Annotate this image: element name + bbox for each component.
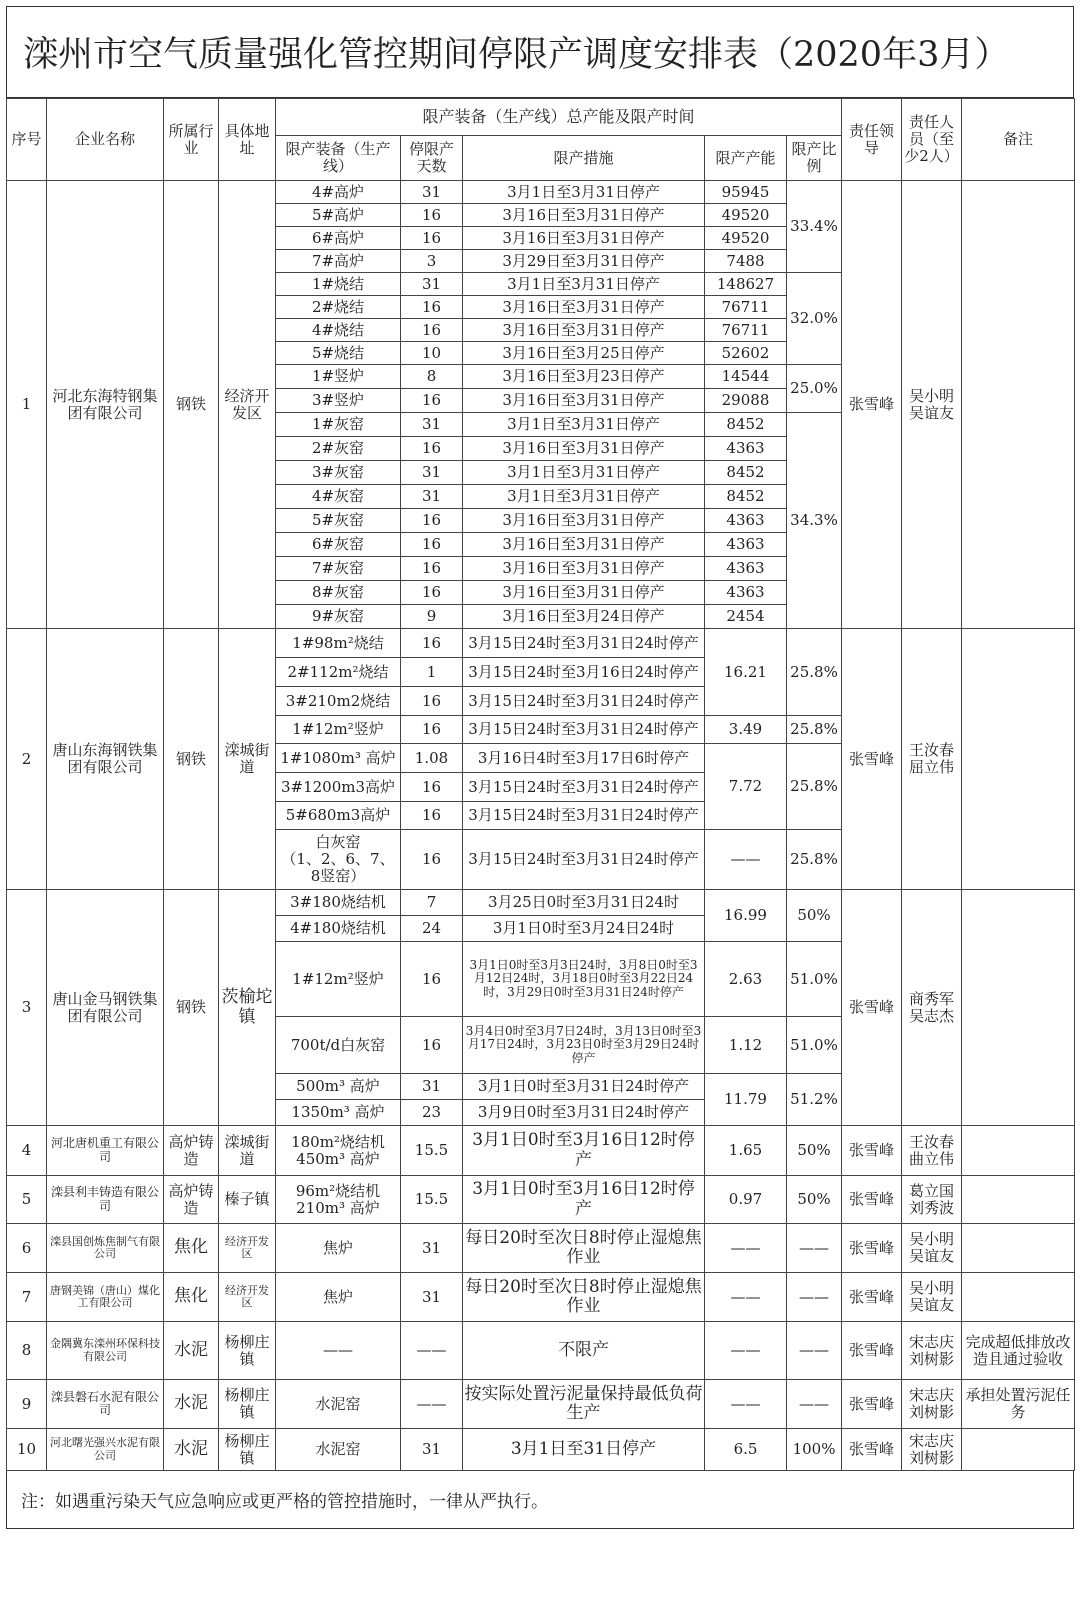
table-row xyxy=(7,1224,1075,1273)
equipment-cell: 1#烧结 xyxy=(276,273,401,296)
persons-cell: 吴小明 吴谊友 xyxy=(902,1224,962,1273)
ratio-cell: 100% xyxy=(787,1429,842,1471)
company-name-cell: 唐山东海钢铁集团有限公司 xyxy=(47,629,164,890)
header-leader: 责任领导 xyxy=(842,99,902,181)
days-cell: 8 xyxy=(401,365,463,389)
seq-cell: 8 xyxy=(7,1322,47,1380)
capacity-cell: 2.63 xyxy=(705,942,787,1017)
address-cell: 经济开发区 xyxy=(219,181,276,629)
capacity-cell: 11.79 xyxy=(705,1074,787,1126)
capacity-cell: 4363 xyxy=(705,533,787,557)
days-cell: 31 xyxy=(401,485,463,509)
table-row xyxy=(7,1126,1075,1176)
remarks-cell xyxy=(962,181,1075,629)
address-cell: 经济开发区 xyxy=(219,1273,276,1322)
equipment-cell: 3#竖炉 xyxy=(276,389,401,413)
header-persons: 责任人员（至少2人） xyxy=(902,99,962,181)
measure-cell: 3月25日0时至3月31日24时 xyxy=(463,890,705,916)
measure-cell: 3月16日至3月31日停产 xyxy=(463,389,705,413)
table-row xyxy=(7,1380,1075,1429)
measure-cell: 3月16日至3月31日停产 xyxy=(463,227,705,250)
leader-cell: 张雪峰 xyxy=(842,1429,902,1471)
leader-cell: 张雪峰 xyxy=(842,181,902,629)
ratio-cell: 51.0% xyxy=(787,942,842,1017)
measure-cell: 3月15日24时至3月31日24时停产 xyxy=(463,629,705,658)
header-ratio: 限产比例 xyxy=(787,136,842,181)
measure-cell: 3月16日至3月23日停产 xyxy=(463,365,705,389)
measure-cell: 不限产 xyxy=(463,1322,705,1380)
days-cell: 9 xyxy=(401,605,463,629)
ratio-cell: 25.8% xyxy=(787,744,842,830)
company-name-cell: 金隅冀东滦州环保科技有限公司 xyxy=(47,1322,164,1380)
measure-cell: 3月1日0时至3月3日24时，3月8日0时至3月12日24时，3月18日0时至3月22日24时，3月29日0时至3月31日24时停产 xyxy=(463,942,705,1017)
company-name-cell: 滦县国创炼焦制气有限公司 xyxy=(47,1224,164,1273)
company-name-cell: 滦县利丰铸造有限公司 xyxy=(47,1176,164,1224)
table-row xyxy=(7,890,1075,916)
days-cell: 31 xyxy=(401,1224,463,1273)
capacity-cell: 0.97 xyxy=(705,1176,787,1224)
measure-cell: 3月1日至3月31日停产 xyxy=(463,413,705,437)
header-measure: 限产措施 xyxy=(463,136,705,181)
schedule-table xyxy=(6,98,1075,1471)
table-body xyxy=(7,181,1075,1471)
industry-cell: 钢铁 xyxy=(164,890,219,1126)
industry-cell: 焦化 xyxy=(164,1273,219,1322)
days-cell: 16 xyxy=(401,802,463,830)
equipment-cell: 180m²烧结机 450m³ 高炉 xyxy=(276,1126,401,1176)
equipment-cell: 5#高炉 xyxy=(276,204,401,227)
seq-cell: 4 xyxy=(7,1126,47,1176)
days-cell: 7 xyxy=(401,890,463,916)
remarks-cell xyxy=(962,1224,1075,1273)
capacity-cell: 16.99 xyxy=(705,890,787,942)
address-cell: 滦城街道 xyxy=(219,629,276,890)
measure-cell: 3月1日至3月31日停产 xyxy=(463,181,705,204)
equipment-cell: 1#竖炉 xyxy=(276,365,401,389)
ratio-cell: 34.3% xyxy=(787,413,842,629)
equipment-cell: 6#高炉 xyxy=(276,227,401,250)
capacity-cell: 76711 xyxy=(705,319,787,342)
persons-cell: 葛立国 刘秀波 xyxy=(902,1176,962,1224)
days-cell: 16 xyxy=(401,1017,463,1074)
days-cell: 10 xyxy=(401,342,463,365)
capacity-cell: 6.5 xyxy=(705,1429,787,1471)
footnote: 注：如遇重污染天气应急响应或更严格的管控措施时，一律从严执行。 xyxy=(6,1471,1074,1529)
remarks-cell xyxy=(962,1176,1075,1224)
company-name-cell: 河北唐机重工有限公司 xyxy=(47,1126,164,1176)
capacity-cell: 8452 xyxy=(705,461,787,485)
persons-cell: 宋志庆 刘树影 xyxy=(902,1429,962,1471)
leader-cell: 张雪峰 xyxy=(842,1273,902,1322)
industry-cell: 水泥 xyxy=(164,1429,219,1471)
header-remarks: 备注 xyxy=(962,99,1075,181)
equipment-cell: 1#1080m³ 高炉 xyxy=(276,744,401,773)
measure-cell: 3月29日至3月31日停产 xyxy=(463,250,705,273)
days-cell: 16 xyxy=(401,773,463,802)
capacity-cell: 3.49 xyxy=(705,716,787,744)
measure-cell: 3月1日至3月31日停产 xyxy=(463,461,705,485)
measure-cell: 3月16日4时至3月17日6时停产 xyxy=(463,744,705,773)
capacity-cell: 16.21 xyxy=(705,629,787,716)
equipment-cell: 水泥窑 xyxy=(276,1429,401,1471)
measure-cell: 3月1日0时至3月24日24时 xyxy=(463,916,705,942)
table-row xyxy=(7,181,1075,204)
table-row xyxy=(7,1176,1075,1224)
address-cell: 滦城街道 xyxy=(219,1126,276,1176)
capacity-cell: 76711 xyxy=(705,296,787,319)
equipment-cell: 1#灰窑 xyxy=(276,413,401,437)
equipment-cell: 白灰窑 （1、2、6、7、8竖窑） xyxy=(276,830,401,890)
days-cell: 16 xyxy=(401,830,463,890)
seq-cell: 3 xyxy=(7,890,47,1126)
header-days: 停限产天数 xyxy=(401,136,463,181)
equipment-cell: 1#12m²竖炉 xyxy=(276,942,401,1017)
industry-cell: 焦化 xyxy=(164,1224,219,1273)
capacity-cell: 4363 xyxy=(705,437,787,461)
leader-cell: 张雪峰 xyxy=(842,629,902,890)
ratio-cell: 51.0% xyxy=(787,1017,842,1074)
remarks-cell xyxy=(962,1273,1075,1322)
table-row xyxy=(7,629,1075,658)
ratio-cell: —— xyxy=(787,1273,842,1322)
address-cell: 杨柳庄镇 xyxy=(219,1429,276,1471)
days-cell: 16 xyxy=(401,204,463,227)
days-cell: —— xyxy=(401,1380,463,1429)
header-company: 企业名称 xyxy=(47,99,164,181)
industry-cell: 钢铁 xyxy=(164,629,219,890)
company-name-cell: 唐山金马钢铁集团有限公司 xyxy=(47,890,164,1126)
days-cell: 16 xyxy=(401,687,463,716)
days-cell: 1.08 xyxy=(401,744,463,773)
capacity-cell: 49520 xyxy=(705,227,787,250)
leader-cell: 张雪峰 xyxy=(842,1224,902,1273)
ratio-cell: 50% xyxy=(787,1176,842,1224)
days-cell: 24 xyxy=(401,916,463,942)
header-industry: 所属行业 xyxy=(164,99,219,181)
equipment-cell: 4#烧结 xyxy=(276,319,401,342)
remarks-cell xyxy=(962,629,1075,890)
measure-cell: 3月15日24时至3月16日24时停产 xyxy=(463,658,705,687)
persons-cell: 王汝春 曲立伟 xyxy=(902,1126,962,1176)
measure-cell: 3月16日至3月24日停产 xyxy=(463,605,705,629)
days-cell: 16 xyxy=(401,437,463,461)
measure-cell: 3月16日至3月31日停产 xyxy=(463,437,705,461)
measure-cell: 3月16日至3月31日停产 xyxy=(463,509,705,533)
capacity-cell: 148627 xyxy=(705,273,787,296)
persons-cell: 王汝春 屈立伟 xyxy=(902,629,962,890)
capacity-cell: 7488 xyxy=(705,250,787,273)
days-cell: 31 xyxy=(401,1429,463,1471)
capacity-cell: 14544 xyxy=(705,365,787,389)
capacity-cell: —— xyxy=(705,1380,787,1429)
industry-cell: 高炉铸造 xyxy=(164,1176,219,1224)
persons-cell: 吴小明 吴谊友 xyxy=(902,1273,962,1322)
capacity-cell: 2454 xyxy=(705,605,787,629)
equipment-cell: 焦炉 xyxy=(276,1224,401,1273)
seq-cell: 2 xyxy=(7,629,47,890)
days-cell: —— xyxy=(401,1322,463,1380)
measure-cell: 每日20时至次日8时停止湿熄焦作业 xyxy=(463,1224,705,1273)
days-cell: 31 xyxy=(401,273,463,296)
leader-cell: 张雪峰 xyxy=(842,1176,902,1224)
capacity-cell: —— xyxy=(705,830,787,890)
days-cell: 16 xyxy=(401,227,463,250)
equipment-cell: —— xyxy=(276,1322,401,1380)
industry-cell: 高炉铸造 xyxy=(164,1126,219,1176)
seq-cell: 9 xyxy=(7,1380,47,1429)
equipment-cell: 500m³ 高炉 xyxy=(276,1074,401,1100)
measure-cell: 3月4日0时至3月7日24时，3月13日0时至3月17日24时，3月23日0时至3月29日24时停产 xyxy=(463,1017,705,1074)
days-cell: 16 xyxy=(401,296,463,319)
remarks-cell: 完成超低排放改造且通过验收 xyxy=(962,1322,1075,1380)
table-row xyxy=(7,1273,1075,1322)
measure-cell: 3月16日至3月31日停产 xyxy=(463,533,705,557)
persons-cell: 商秀军 吴志杰 xyxy=(902,890,962,1126)
remarks-cell xyxy=(962,1429,1075,1471)
leader-cell: 张雪峰 xyxy=(842,1126,902,1176)
days-cell: 16 xyxy=(401,581,463,605)
capacity-cell: 4363 xyxy=(705,509,787,533)
measure-cell: 3月16日至3月31日停产 xyxy=(463,557,705,581)
measure-cell: 3月1日至3月31日停产 xyxy=(463,273,705,296)
measure-cell: 按实际处置污泥量保持最低负荷生产 xyxy=(463,1380,705,1429)
days-cell: 15.5 xyxy=(401,1126,463,1176)
seq-cell: 6 xyxy=(7,1224,47,1273)
equipment-cell: 2#灰窑 xyxy=(276,437,401,461)
equipment-cell: 3#1200m3高炉 xyxy=(276,773,401,802)
table-row xyxy=(7,1322,1075,1380)
measure-cell: 3月1日至31日停产 xyxy=(463,1429,705,1471)
measure-cell: 3月15日24时至3月31日24时停产 xyxy=(463,802,705,830)
ratio-cell: 32.0% xyxy=(787,273,842,365)
remarks-cell xyxy=(962,1126,1075,1176)
equipment-cell: 4#180烧结机 xyxy=(276,916,401,942)
ratio-cell: —— xyxy=(787,1322,842,1380)
measure-cell: 3月1日至3月31日停产 xyxy=(463,485,705,509)
ratio-cell: —— xyxy=(787,1224,842,1273)
capacity-cell: —— xyxy=(705,1273,787,1322)
capacity-cell: —— xyxy=(705,1224,787,1273)
measure-cell: 3月16日至3月31日停产 xyxy=(463,204,705,227)
days-cell: 16 xyxy=(401,509,463,533)
measure-cell: 每日20时至次日8时停止湿熄焦作业 xyxy=(463,1273,705,1322)
equipment-cell: 5#680m3高炉 xyxy=(276,802,401,830)
company-name-cell: 河北曙光强兴水泥有限公司 xyxy=(47,1429,164,1471)
address-cell: 茨榆坨镇 xyxy=(219,890,276,1126)
ratio-cell: 50% xyxy=(787,890,842,942)
measure-cell: 3月1日0时至3月31日24时停产 xyxy=(463,1074,705,1100)
ratio-cell: 25.8% xyxy=(787,629,842,716)
measure-cell: 3月1日0时至3月16日12时停产 xyxy=(463,1126,705,1176)
persons-cell: 宋志庆 刘树影 xyxy=(902,1322,962,1380)
days-cell: 23 xyxy=(401,1100,463,1126)
capacity-cell: 29088 xyxy=(705,389,787,413)
table-row xyxy=(7,1429,1075,1471)
equipment-cell: 1#12m²竖炉 xyxy=(276,716,401,744)
days-cell: 31 xyxy=(401,181,463,204)
days-cell: 16 xyxy=(401,942,463,1017)
days-cell: 15.5 xyxy=(401,1176,463,1224)
header-address: 具体地址 xyxy=(219,99,276,181)
equipment-cell: 9#灰窑 xyxy=(276,605,401,629)
header-equipment: 限产装备（生产线） xyxy=(276,136,401,181)
days-cell: 16 xyxy=(401,389,463,413)
measure-cell: 3月15日24时至3月31日24时停产 xyxy=(463,716,705,744)
seq-cell: 10 xyxy=(7,1429,47,1471)
measure-cell: 3月16日至3月31日停产 xyxy=(463,319,705,342)
capacity-cell: 8452 xyxy=(705,485,787,509)
remarks-cell xyxy=(962,890,1075,1126)
equipment-cell: 5#灰窑 xyxy=(276,509,401,533)
equipment-cell: 4#高炉 xyxy=(276,181,401,204)
header-seq: 序号 xyxy=(7,99,47,181)
capacity-cell: 49520 xyxy=(705,204,787,227)
days-cell: 3 xyxy=(401,250,463,273)
equipment-cell: 7#高炉 xyxy=(276,250,401,273)
capacity-cell: 8452 xyxy=(705,413,787,437)
capacity-cell: 95945 xyxy=(705,181,787,204)
measure-cell: 3月16日至3月31日停产 xyxy=(463,581,705,605)
address-cell: 经济开发区 xyxy=(219,1224,276,1273)
equipment-cell: 6#灰窑 xyxy=(276,533,401,557)
leader-cell: 张雪峰 xyxy=(842,1380,902,1429)
measure-cell: 3月16日至3月25日停产 xyxy=(463,342,705,365)
ratio-cell: 25.0% xyxy=(787,365,842,413)
seq-cell: 1 xyxy=(7,181,47,629)
seq-cell: 7 xyxy=(7,1273,47,1322)
industry-cell: 钢铁 xyxy=(164,181,219,629)
persons-cell: 吴小明 吴谊友 xyxy=(902,181,962,629)
measure-cell: 3月15日24时至3月31日24时停产 xyxy=(463,830,705,890)
industry-cell: 水泥 xyxy=(164,1322,219,1380)
days-cell: 31 xyxy=(401,461,463,485)
measure-cell: 3月1日0时至3月16日12时停产 xyxy=(463,1176,705,1224)
equipment-cell: 焦炉 xyxy=(276,1273,401,1322)
measure-cell: 3月15日24时至3月31日24时停产 xyxy=(463,687,705,716)
days-cell: 1 xyxy=(401,658,463,687)
company-name-cell: 滦县磐石水泥有限公司 xyxy=(47,1380,164,1429)
leader-cell: 张雪峰 xyxy=(842,1322,902,1380)
persons-cell: 宋志庆 刘树影 xyxy=(902,1380,962,1429)
measure-cell: 3月16日至3月31日停产 xyxy=(463,296,705,319)
days-cell: 31 xyxy=(401,413,463,437)
company-name-cell: 河北东海特钢集团有限公司 xyxy=(47,181,164,629)
leader-cell: 张雪峰 xyxy=(842,890,902,1126)
capacity-cell: 1.65 xyxy=(705,1126,787,1176)
address-cell: 杨柳庄镇 xyxy=(219,1322,276,1380)
equipment-cell: 1#98m²烧结 xyxy=(276,629,401,658)
address-cell: 杨柳庄镇 xyxy=(219,1380,276,1429)
ratio-cell: 51.2% xyxy=(787,1074,842,1126)
equipment-cell: 水泥窑 xyxy=(276,1380,401,1429)
capacity-cell: 1.12 xyxy=(705,1017,787,1074)
equipment-cell: 3#180烧结机 xyxy=(276,890,401,916)
equipment-cell: 700t/d白灰窑 xyxy=(276,1017,401,1074)
measure-cell: 3月15日24时至3月31日24时停产 xyxy=(463,773,705,802)
capacity-cell: —— xyxy=(705,1322,787,1380)
equipment-cell: 1350m³ 高炉 xyxy=(276,1100,401,1126)
days-cell: 16 xyxy=(401,319,463,342)
header-group: 限产装备（生产线）总产能及限产时间 xyxy=(276,99,842,136)
capacity-cell: 7.72 xyxy=(705,744,787,830)
document xyxy=(6,6,1074,1529)
equipment-cell: 3#灰窑 xyxy=(276,461,401,485)
ratio-cell: 50% xyxy=(787,1126,842,1176)
company-name-cell: 唐钢美锦（唐山）煤化工有限公司 xyxy=(47,1273,164,1322)
days-cell: 16 xyxy=(401,533,463,557)
days-cell: 16 xyxy=(401,716,463,744)
remarks-cell: 承担处置污泥任务 xyxy=(962,1380,1075,1429)
ratio-cell: 33.4% xyxy=(787,181,842,273)
capacity-cell: 52602 xyxy=(705,342,787,365)
capacity-cell: 4363 xyxy=(705,557,787,581)
days-cell: 16 xyxy=(401,557,463,581)
equipment-cell: 5#烧结 xyxy=(276,342,401,365)
equipment-cell: 7#灰窑 xyxy=(276,557,401,581)
equipment-cell: 2#112m²烧结 xyxy=(276,658,401,687)
equipment-cell: 4#灰窑 xyxy=(276,485,401,509)
equipment-cell: 96m²烧结机 210m³ 高炉 xyxy=(276,1176,401,1224)
equipment-cell: 8#灰窑 xyxy=(276,581,401,605)
days-cell: 16 xyxy=(401,629,463,658)
ratio-cell: —— xyxy=(787,1380,842,1429)
measure-cell: 3月9日0时至3月31日24时停产 xyxy=(463,1100,705,1126)
document-title: 滦州市空气质量强化管控期间停限产调度安排表（2020年3月） xyxy=(6,6,1074,98)
ratio-cell: 25.8% xyxy=(787,716,842,744)
equipment-cell: 2#烧结 xyxy=(276,296,401,319)
address-cell: 榛子镇 xyxy=(219,1176,276,1224)
ratio-cell: 25.8% xyxy=(787,830,842,890)
industry-cell: 水泥 xyxy=(164,1380,219,1429)
seq-cell: 5 xyxy=(7,1176,47,1224)
equipment-cell: 3#210m2烧结 xyxy=(276,687,401,716)
days-cell: 31 xyxy=(401,1074,463,1100)
header-capacity: 限产产能 xyxy=(705,136,787,181)
days-cell: 31 xyxy=(401,1273,463,1322)
capacity-cell: 4363 xyxy=(705,581,787,605)
